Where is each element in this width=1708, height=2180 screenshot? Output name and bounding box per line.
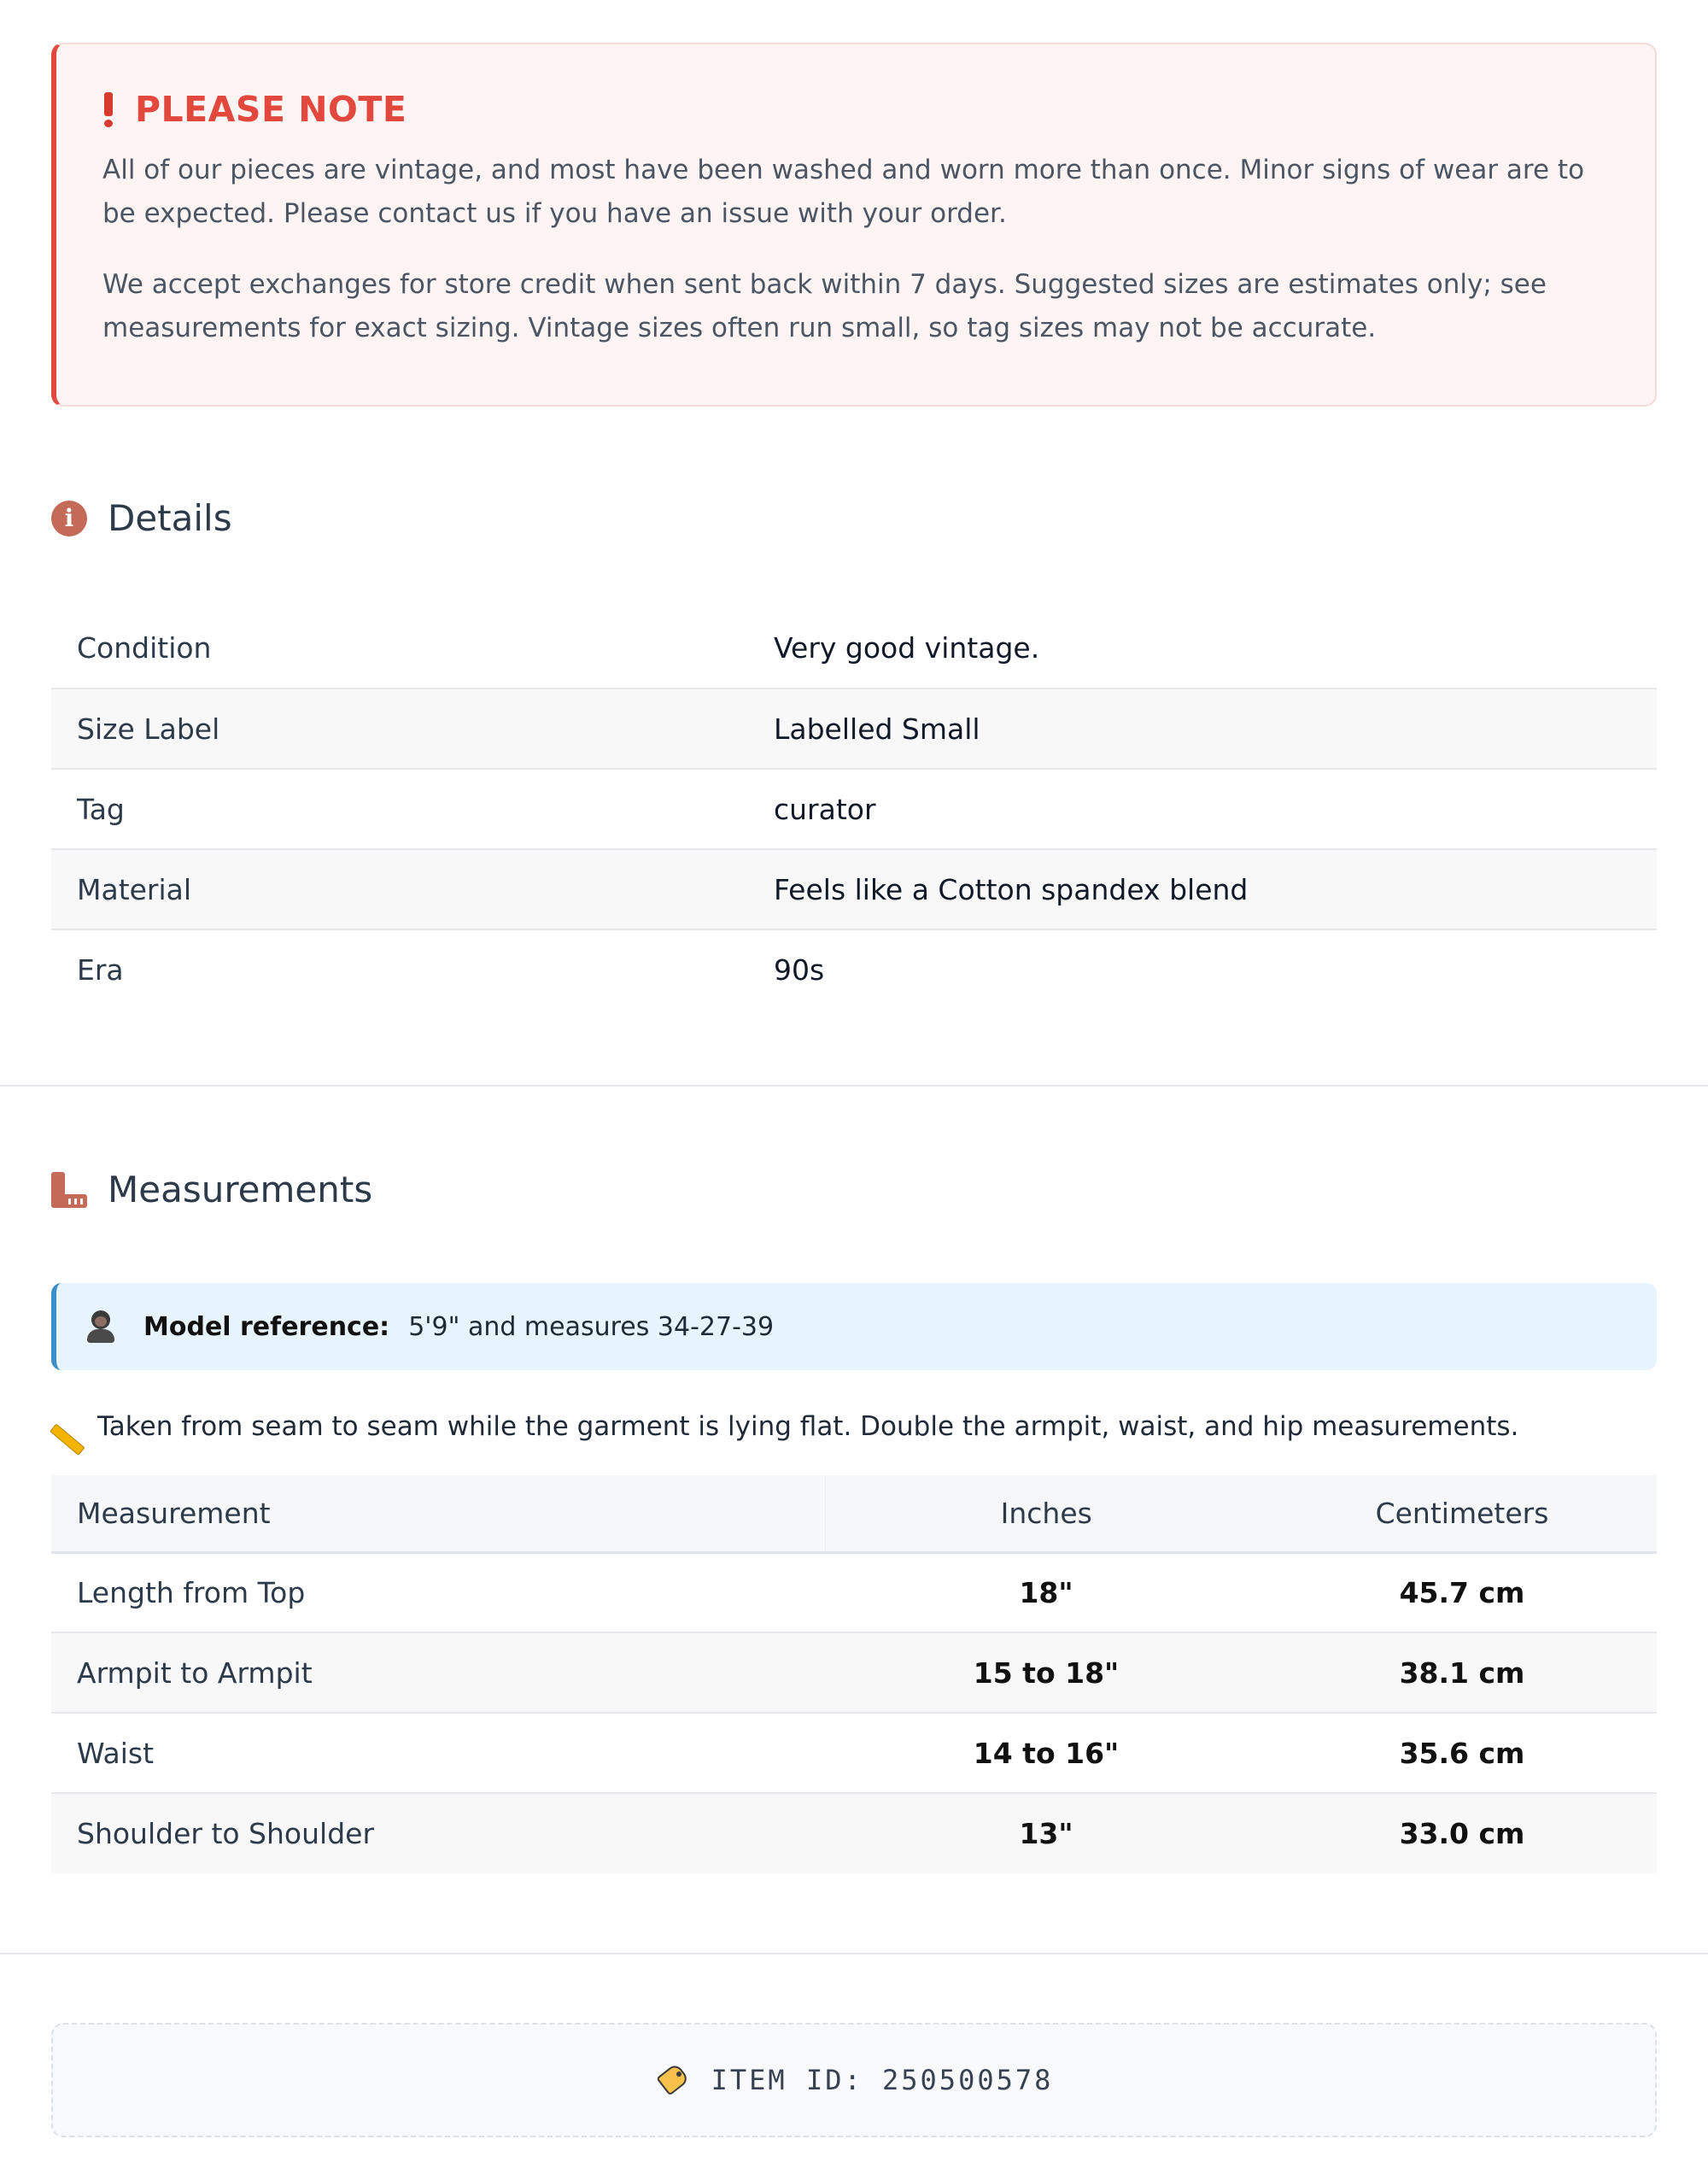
- table-row: [51, 689, 1657, 769]
- detail-value: curator: [774, 792, 876, 826]
- please-note-callout: [51, 43, 1657, 407]
- instructions-text: Taken from seam to seam while the garment is lying flat. Double the armpit, waist, and hip measurements.: [97, 1411, 1519, 1442]
- details-table: [51, 608, 1657, 1010]
- measurement-name: Waist: [77, 1736, 155, 1770]
- measurement-name: Length from Top: [77, 1575, 306, 1609]
- detail-value: Feels like a Cotton spandex blend: [774, 872, 1249, 906]
- table-row: [51, 1713, 1657, 1793]
- person-icon: [85, 1310, 116, 1343]
- measurement-inches: 14 to 16": [973, 1736, 1120, 1770]
- model-reference-callout: [51, 1283, 1657, 1370]
- column-header-measurement: Measurement: [51, 1475, 825, 1552]
- measurement-instructions: [51, 1409, 1518, 1444]
- measurement-cm: 35.6 cm: [1399, 1736, 1525, 1770]
- measurement-name: Shoulder to Shoulder: [77, 1817, 375, 1850]
- please-note-paragraph-1: All of our pieces are vintage, and most have been washed and worn more than once. Minor signs of wear are to be expected. Please contact us if you have an issue with your order.: [102, 155, 1585, 229]
- measurement-cm: 38.1 cm: [1399, 1656, 1525, 1690]
- detail-label: Condition: [77, 631, 212, 665]
- detail-label: Material: [77, 872, 192, 906]
- detail-value: Very good vintage.: [774, 631, 1040, 665]
- column-header-inches: Inches: [825, 1475, 1267, 1552]
- table-header-row: [51, 1475, 1657, 1552]
- info-icon: i: [51, 501, 87, 536]
- detail-value: 90s: [774, 953, 825, 987]
- table-row: [51, 1552, 1657, 1632]
- details-section-header: [51, 497, 232, 539]
- model-reference-label: Model reference:: [143, 1311, 390, 1342]
- table-row: [51, 769, 1657, 849]
- ruler-icon: [51, 1172, 87, 1208]
- measurements-section-header: [51, 1169, 372, 1210]
- measurement-inches: 15 to 18": [973, 1656, 1120, 1690]
- table-row: [51, 929, 1657, 1010]
- pencil-icon: [51, 1409, 85, 1444]
- measurement-name: Armpit to Armpit: [77, 1656, 313, 1690]
- item-id-box: [51, 2023, 1657, 2137]
- measurement-inches: 13": [1019, 1817, 1073, 1850]
- section-divider: [0, 1953, 1708, 1954]
- model-reference-value: 5'9" and measures 34-27-39: [408, 1311, 775, 1342]
- table-row: [51, 849, 1657, 929]
- measurement-inches: 18": [1019, 1575, 1073, 1609]
- table-row: [51, 1793, 1657, 1873]
- please-note-title: PLEASE NOTE: [135, 89, 407, 130]
- measurements-title: Measurements: [108, 1169, 373, 1210]
- details-title: Details: [108, 497, 232, 539]
- detail-value: Labelled Small: [774, 712, 980, 746]
- detail-label: Size Label: [77, 712, 220, 746]
- exclamation-icon: [102, 92, 114, 126]
- item-id-text: ITEM ID: 250500578: [711, 2064, 1054, 2096]
- please-note-paragraph-2: We accept exchanges for store credit when sent back within 7 days. Suggested sizes are estimates only; see measurements for exact sizing. Vintage sizes often run small, so tag sizes may not be accurate.: [102, 269, 1547, 343]
- table-row: [51, 1632, 1657, 1713]
- please-note-header: [102, 89, 1609, 130]
- column-header-centimeters: Centimeters: [1267, 1475, 1657, 1552]
- section-divider: [0, 1085, 1708, 1087]
- detail-label: Era: [77, 953, 124, 987]
- table-row: [51, 608, 1657, 689]
- measurements-table: [51, 1475, 1657, 1873]
- detail-label: Tag: [77, 792, 125, 826]
- tag-icon: [655, 2063, 693, 2097]
- measurement-cm: 33.0 cm: [1399, 1817, 1525, 1850]
- measurement-cm: 45.7 cm: [1399, 1575, 1525, 1609]
